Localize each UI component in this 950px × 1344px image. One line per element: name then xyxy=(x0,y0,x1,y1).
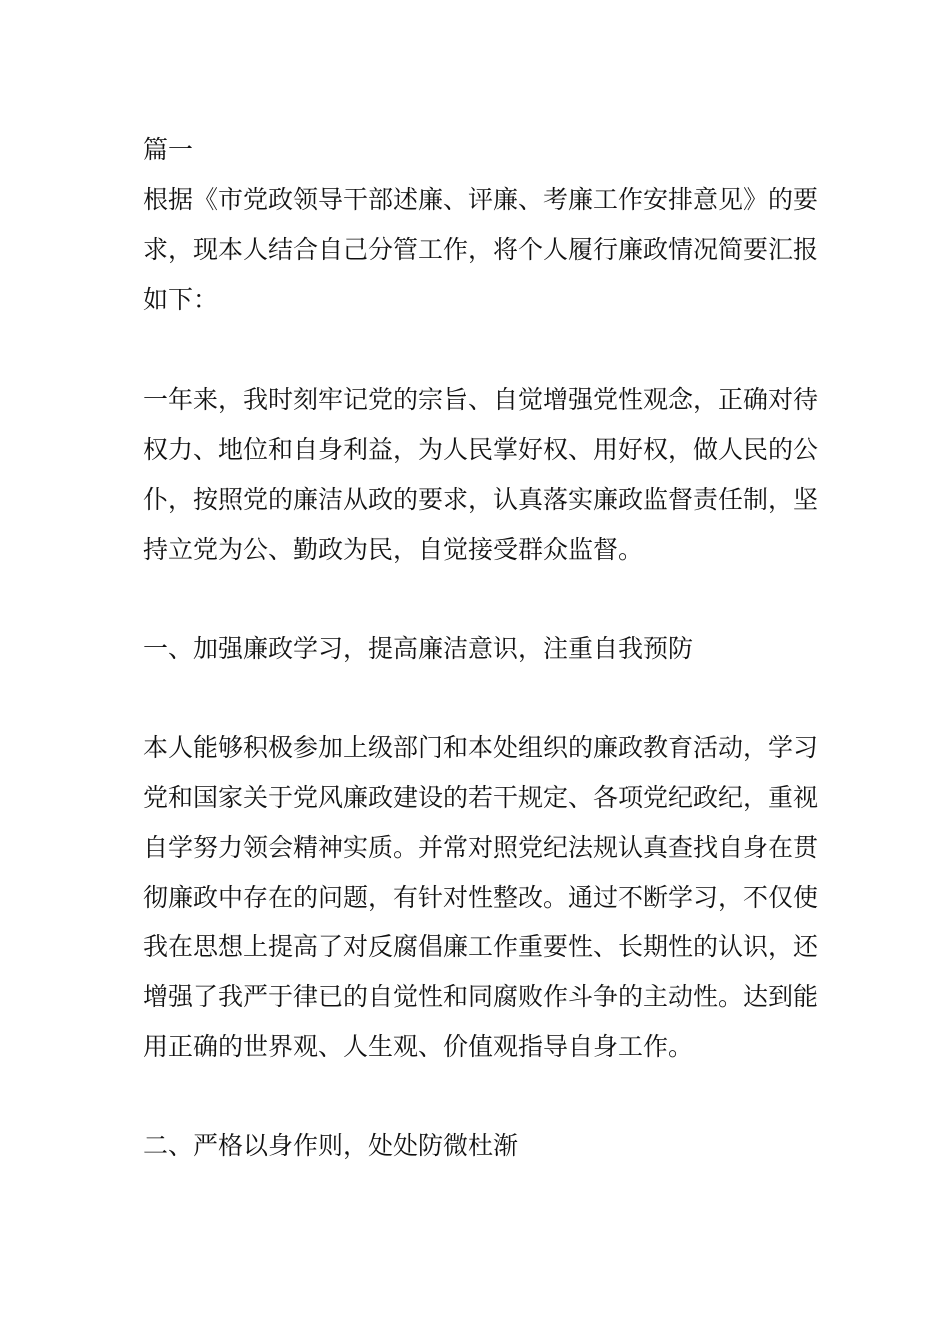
intro-line-1: 根据《市党政领导干部述廉、评廉、考廉工作安排意见》的要 xyxy=(143,185,819,214)
section1-line-4: 彻廉政中存在的问题，有针对性整改。通过不断学习，不仅使 xyxy=(143,883,819,912)
section1-line-7: 用正确的世界观、人生观、价值观指导自身工作。 xyxy=(143,1032,694,1061)
section1-line-3: 自学努力领会精神实质。并常对照党纪法规认真查找自身在贯 xyxy=(143,833,819,862)
summary-line-1: 一年来，我时刻牢记党的宗旨、自觉增强党性观念，正确对待 xyxy=(143,385,819,414)
section1-line-1: 本人能够积极参加上级部门和本处组织的廉政教育活动，学习 xyxy=(143,733,819,762)
section1-line-2: 党和国家关于党风廉政建设的若干规定、各项党纪政纪，重视 xyxy=(143,783,819,812)
intro-line-3: 如下： xyxy=(143,285,219,314)
section2-title: 二、严格以身作则，处处防微杜渐 xyxy=(143,1131,519,1160)
section1-line-6: 增强了我严于律已的自觉性和同腐败作斗争的主动性。达到能 xyxy=(143,982,819,1011)
summary-line-4: 持立党为公、勤政为民，自觉接受群众监督。 xyxy=(143,535,644,564)
intro-line-2: 求，现本人结合自己分管工作，将个人履行廉政情况简要汇报 xyxy=(143,235,819,264)
section1-title: 一、加强廉政学习，提高廉洁意识，注重自我预防 xyxy=(143,634,694,663)
summary-line-3: 仆，按照党的廉洁从政的要求，认真落实廉政监督责任制，坚 xyxy=(143,485,819,514)
summary-line-2: 权力、地位和自身利益，为人民掌好权、用好权，做人民的公 xyxy=(143,435,819,464)
document-heading: 篇一 xyxy=(143,135,194,164)
section1-line-5: 我在思想上提高了对反腐倡廉工作重要性、长期性的认识，还 xyxy=(143,932,819,961)
